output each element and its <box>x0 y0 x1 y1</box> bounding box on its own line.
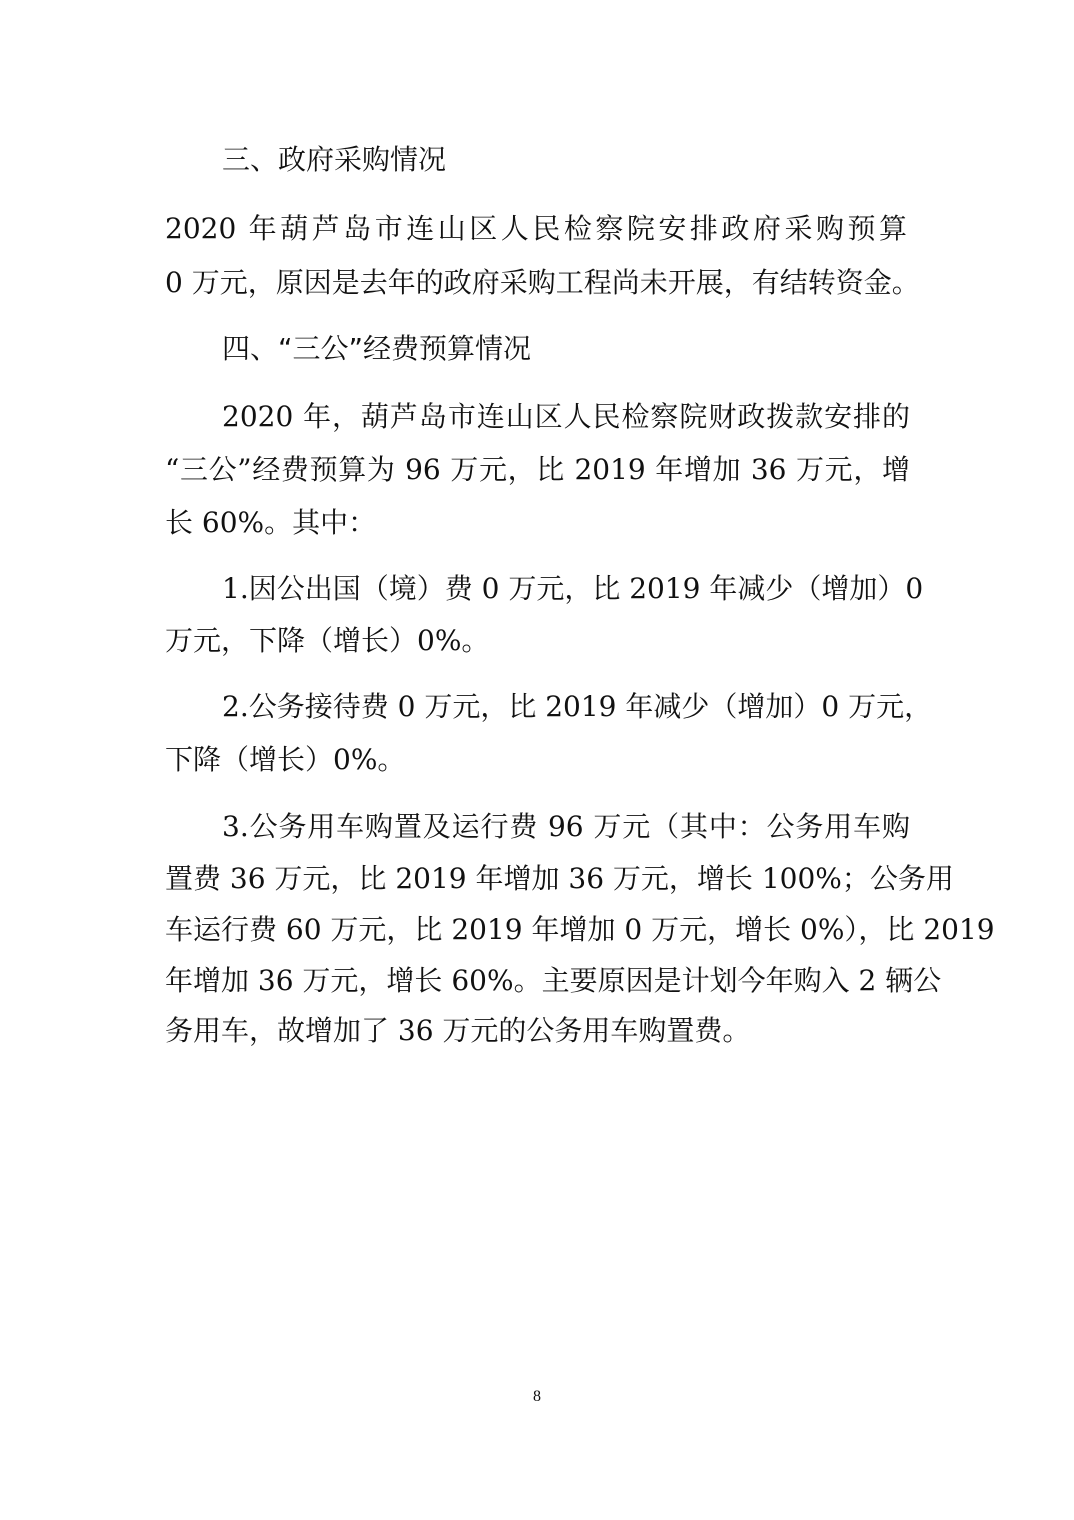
section-4-intro-line-3: 长 60%。其中： <box>165 506 377 539</box>
section-3-heading: 三、政府采购情况 <box>222 143 447 176</box>
item-1-line-2: 万元，下降（增长）0%。 <box>165 624 490 657</box>
section-4-intro-line-2: “三公”经费预算为 96 万元，比 2019 年增加 36 万元，增 <box>165 453 910 486</box>
item-2-line-1: 2.公务接待费 0 万元，比 2019 年减少（增加）0 万元， <box>222 690 933 723</box>
item-3-line-5: 务用车，故增加了 36 万元的公务用车购置费。 <box>165 1014 751 1047</box>
item-3-line-3: 车运行费 60 万元，比 2019 年增加 0 万元，增长 0%），比 2019 <box>165 913 995 946</box>
item-3-line-2: 置费 36 万元，比 2019 年增加 36 万元，增长 100%；公务用 <box>165 862 954 895</box>
item-1-line-1: 1.因公出国（境）费 0 万元，比 2019 年减少（增加）0 <box>222 572 924 605</box>
section-3-line-1: 2020 年葫芦岛市连山区人民检察院安排政府采购预算 <box>165 212 907 245</box>
section-4-intro-line-1: 2020 年，葫芦岛市连山区人民检察院财政拨款安排的 <box>222 400 910 433</box>
item-3-line-1: 3.公务用车购置及运行费 96 万元（其中：公务用车购 <box>222 810 910 843</box>
page-number: 8 <box>533 1388 541 1405</box>
item-2-line-2: 下降（增长）0%。 <box>165 743 406 776</box>
item-3-line-4: 年增加 36 万元，增长 60%。主要原因是计划今年购入 2 辆公 <box>165 964 942 997</box>
section-3-line-2: 0 万元，原因是去年的政府采购工程尚未开展，有结转资金。 <box>165 266 920 299</box>
section-4-heading: 四、“三公”经费预算情况 <box>222 332 532 365</box>
